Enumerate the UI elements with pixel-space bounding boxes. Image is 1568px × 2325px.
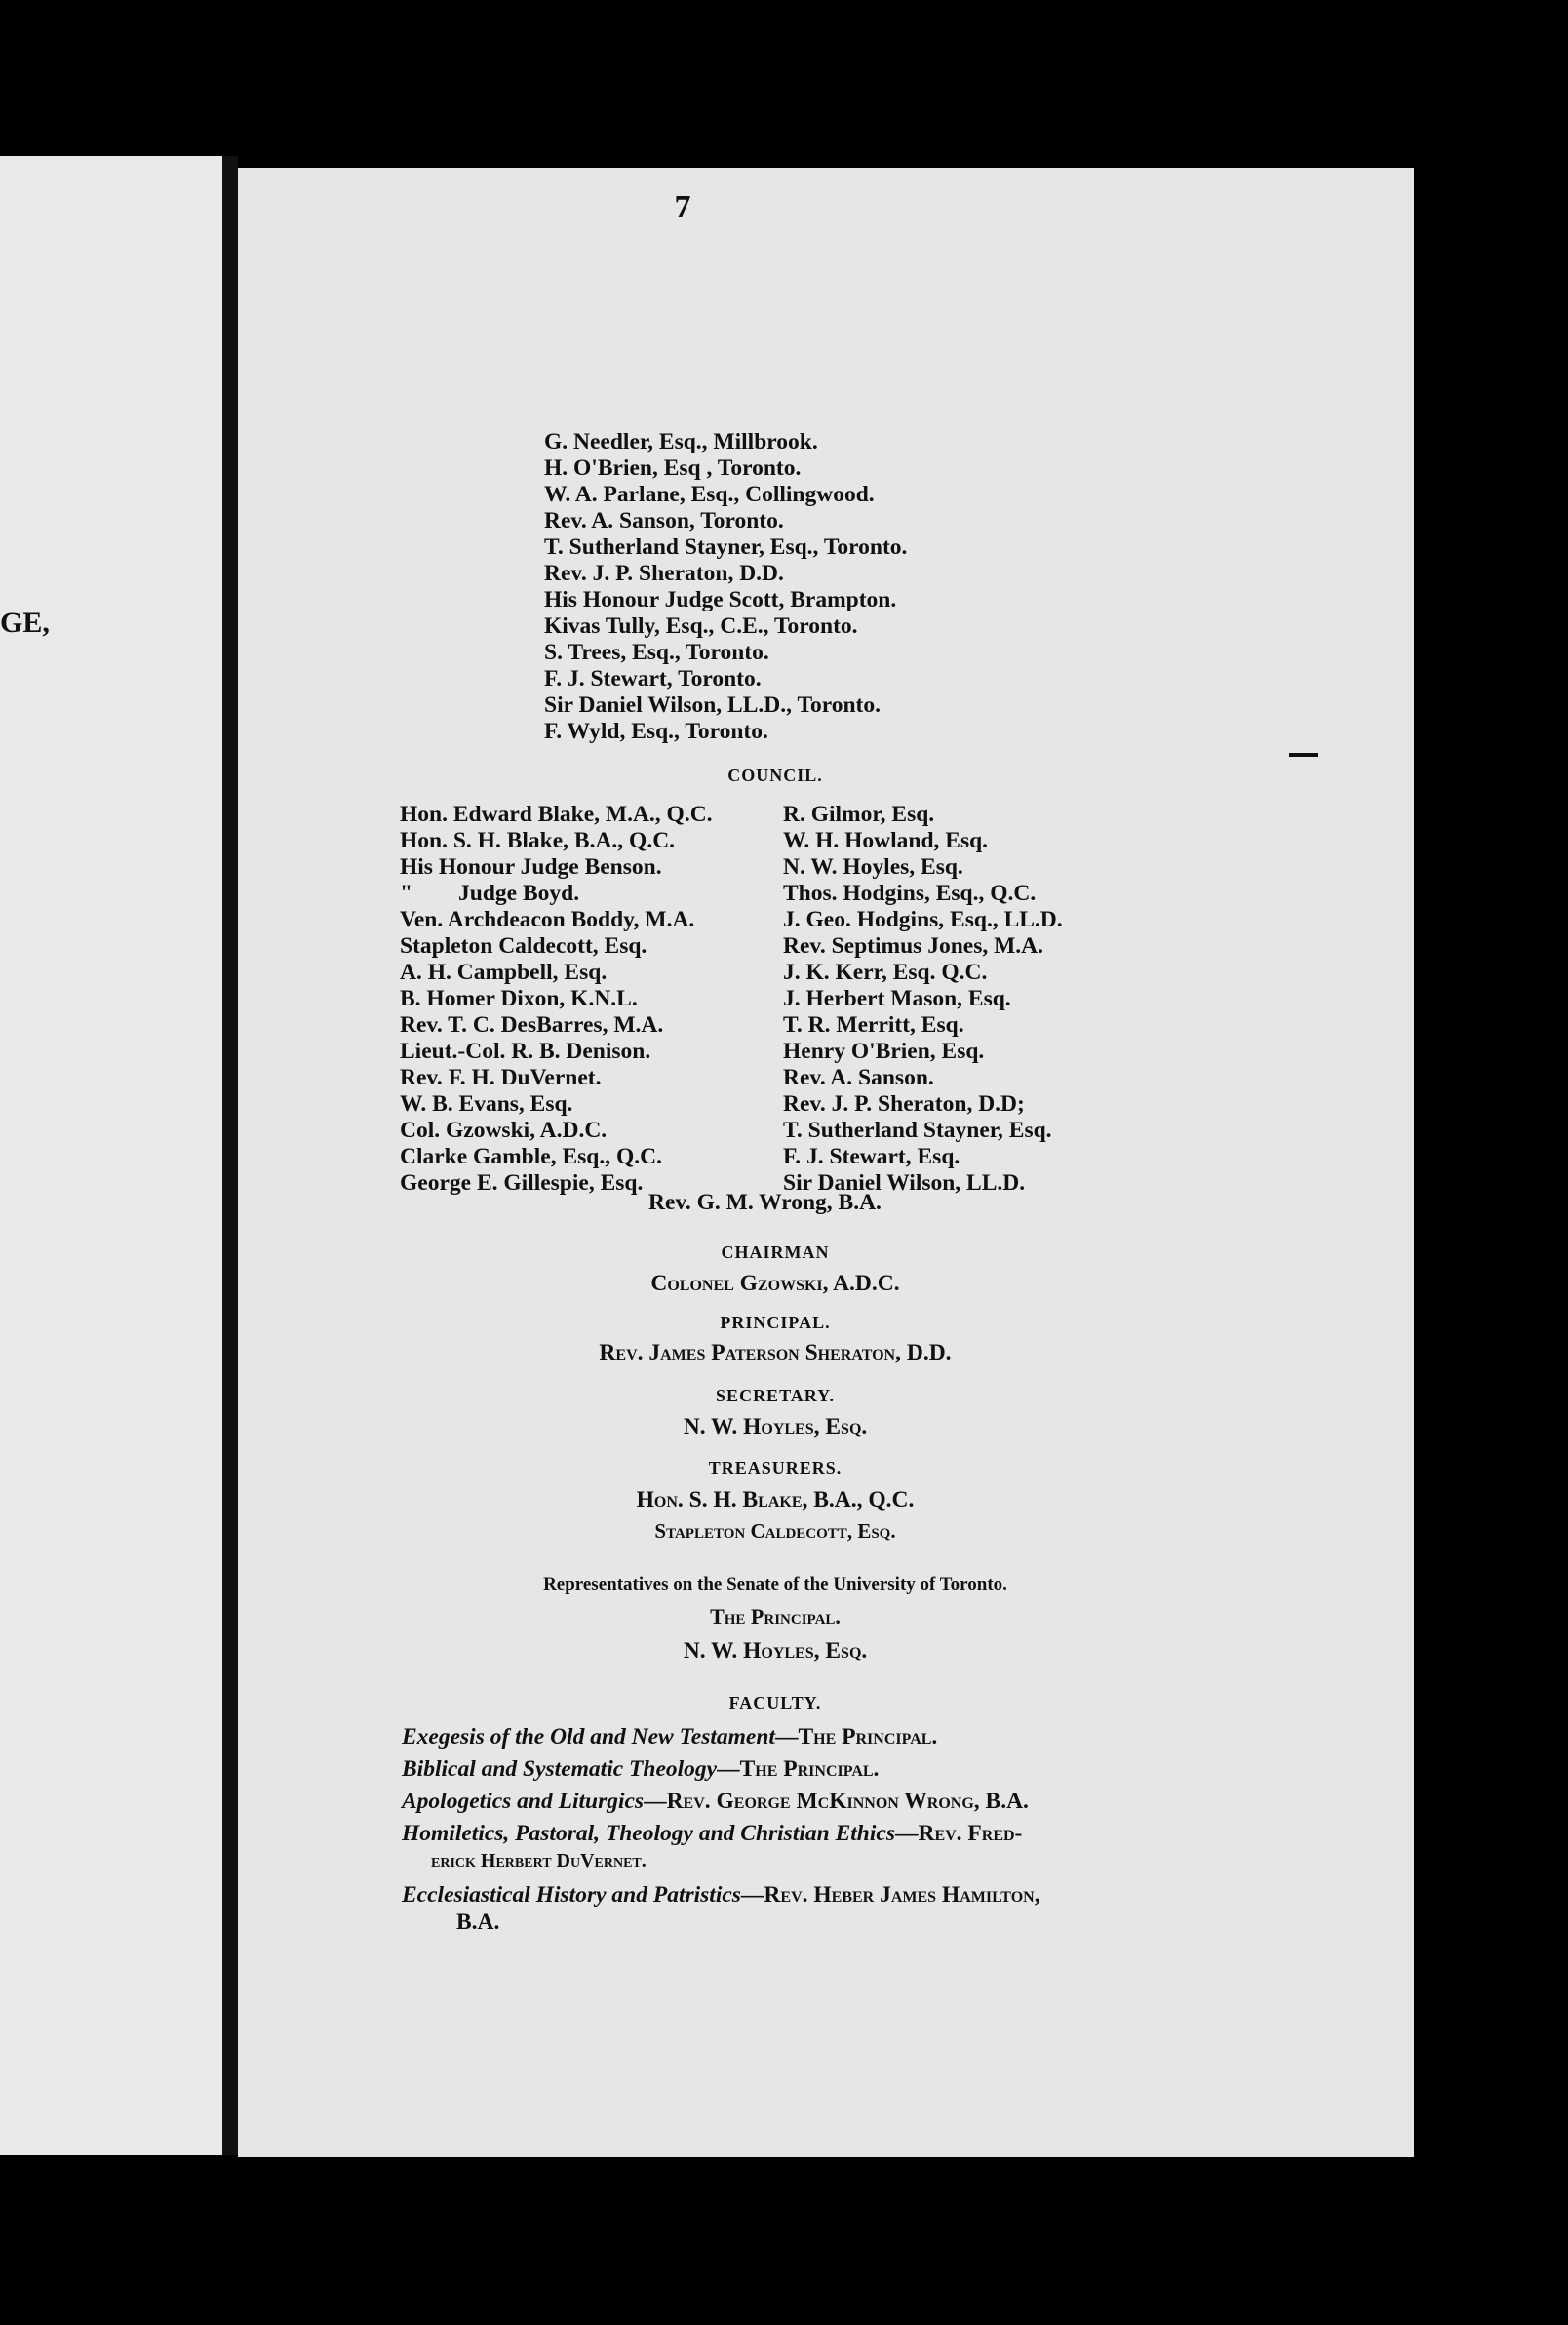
- faculty-entry: [402, 1789, 1029, 1815]
- list-item: George E. Gillespie, Esq.: [400, 1170, 644, 1196]
- list-item: Hon. S. H. Blake, B.A., Q.C.: [400, 828, 676, 853]
- faculty-subject: Ecclesiastical History and Patristics: [402, 1882, 741, 1908]
- margin-mark: [1289, 753, 1318, 757]
- list-item: Lieut.-Col. R. B. Denison.: [400, 1039, 651, 1064]
- list-item: F. Wyld, Esq., Toronto.: [544, 719, 768, 744]
- faculty-teacher: —Rev. Fred-: [894, 1821, 1023, 1846]
- list-item: G. Needler, Esq., Millbrook.: [544, 429, 818, 454]
- secretary-name: N. W. Hoyles, Esq.: [683, 1414, 868, 1439]
- list-item: Rev. Septimus Jones, M.A.: [783, 933, 1043, 959]
- list-item: F. J. Stewart, Toronto.: [544, 666, 762, 691]
- council-heading: COUNCIL.: [727, 766, 823, 785]
- list-item: T. Sutherland Stayner, Esq.: [783, 1118, 1052, 1143]
- list-item: T. Sutherland Stayner, Esq., Toronto.: [544, 534, 908, 560]
- faculty-teacher: —The Principal.: [774, 1724, 938, 1750]
- list-item: Rev. J. P. Sheraton, D.D;: [783, 1091, 1025, 1117]
- list-item: His Honour Judge Benson.: [400, 854, 662, 880]
- faculty-subject: Homiletics, Pastoral, Theology and Christian Ethics: [402, 1821, 895, 1846]
- list-item: Ven. Archdeacon Boddy, M.A.: [400, 907, 695, 932]
- faculty-teacher: —The Principal.: [717, 1756, 880, 1782]
- list-item: " Judge Boyd.: [400, 881, 580, 906]
- list-item: Clarke Gamble, Esq., Q.C.: [400, 1144, 662, 1169]
- list-item: S. Trees, Esq., Toronto.: [544, 640, 769, 665]
- list-item: T. R. Merritt, Esq.: [783, 1012, 964, 1038]
- list-item: Rev. A. Sanson, Toronto.: [544, 508, 784, 533]
- treasurers-heading: TREASURERS.: [708, 1458, 843, 1478]
- list-item: W. A. Parlane, Esq., Collingwood.: [544, 482, 875, 507]
- list-item: Rev. A. Sanson.: [783, 1065, 934, 1090]
- list-item: Thos. Hodgins, Esq., Q.C.: [783, 881, 1037, 906]
- list-item: W. B. Evans, Esq.: [400, 1091, 573, 1117]
- faculty-entry: [402, 1821, 1022, 1847]
- faculty-entry: [402, 1756, 879, 1783]
- list-item: J. Herbert Mason, Esq.: [783, 986, 1011, 1011]
- council-last-member: Rev. G. M. Wrong, B.A.: [648, 1190, 882, 1215]
- list-item: Rev. T. C. DesBarres, M.A.: [400, 1012, 664, 1038]
- list-item: Henry O'Brien, Esq.: [783, 1039, 985, 1064]
- list-item: Sir Daniel Wilson, LL.D.: [783, 1170, 1026, 1196]
- left-page: [0, 156, 222, 2155]
- faculty-subject: Biblical and Systematic Theology: [402, 1756, 718, 1782]
- faculty-subject: Apologetics and Liturgics: [402, 1789, 645, 1814]
- faculty-entry: [402, 1882, 1040, 1909]
- list-item: Sir Daniel Wilson, LL.D., Toronto.: [544, 692, 881, 718]
- faculty-teacher: —Rev. Heber James Hamilton,: [740, 1882, 1040, 1908]
- faculty-entry: [402, 1724, 937, 1751]
- faculty-entry-continuation: erick Herbert DuVernet.: [431, 1850, 647, 1872]
- faculty-subject: Exegesis of the Old and New Testament: [402, 1724, 775, 1750]
- list-item: Col. Gzowski, A.D.C.: [400, 1118, 608, 1143]
- representative-name: The Principal.: [710, 1604, 841, 1629]
- left-page-fragment: GE,: [0, 607, 50, 639]
- list-item: F. J. Stewart, Esq.: [783, 1144, 960, 1169]
- secretary-heading: SECRETARY.: [716, 1386, 835, 1405]
- faculty-teacher: —Rev. George McKinnon Wrong, B.A.: [644, 1789, 1029, 1814]
- book-binding: [222, 156, 238, 2155]
- list-item: W. H. Howland, Esq.: [783, 828, 989, 853]
- faculty-entry-continuation: B.A.: [456, 1910, 500, 1935]
- list-item: Rev. J. P. Sheraton, D.D.: [544, 561, 784, 586]
- representative-name: N. W. Hoyles, Esq.: [683, 1638, 868, 1664]
- list-item: N. W. Hoyles, Esq.: [783, 854, 963, 880]
- chairman-heading: CHAIRMAN: [721, 1242, 830, 1262]
- principal-heading: PRINCIPAL.: [720, 1313, 831, 1332]
- faculty-heading: FACULTY.: [728, 1693, 822, 1713]
- list-item: Stapleton Caldecott, Esq.: [400, 933, 647, 959]
- treasurer-name: Stapleton Caldecott, Esq.: [654, 1519, 896, 1543]
- list-item: R. Gilmor, Esq.: [783, 802, 935, 827]
- list-item: J. Geo. Hodgins, Esq., LL.D.: [783, 907, 1063, 932]
- representatives-heading: Representatives on the Senate of the University of Toronto.: [543, 1574, 1007, 1595]
- list-item: Kivas Tully, Esq., C.E., Toronto.: [544, 613, 858, 639]
- list-item: B. Homer Dixon, K.N.L.: [400, 986, 638, 1011]
- list-item: H. O'Brien, Esq , Toronto.: [544, 455, 802, 481]
- treasurer-name: Hon. S. H. Blake, B.A., Q.C.: [636, 1487, 915, 1513]
- page-number: 7: [674, 189, 691, 225]
- list-item: A. H. Campbell, Esq.: [400, 960, 608, 985]
- list-item: Rev. F. H. DuVernet.: [400, 1065, 602, 1090]
- chairman-name: Colonel Gzowski, A.D.C.: [650, 1271, 900, 1296]
- list-item: J. K. Kerr, Esq. Q.C.: [783, 960, 988, 985]
- principal-name: Rev. James Paterson Sheraton, D.D.: [599, 1340, 952, 1365]
- list-item: Hon. Edward Blake, M.A., Q.C.: [400, 802, 713, 827]
- list-item: His Honour Judge Scott, Brampton.: [544, 587, 897, 612]
